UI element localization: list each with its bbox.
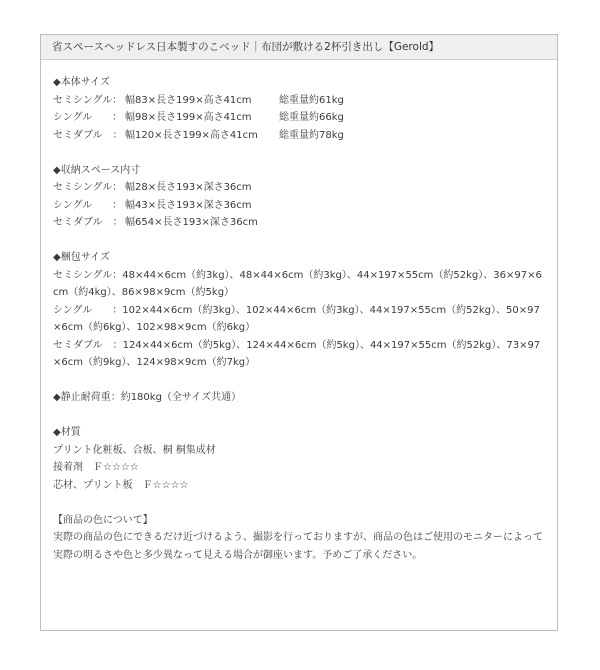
size-weight: 総重量約66kg <box>279 112 344 123</box>
size-label: シングル ： <box>53 199 123 211</box>
size-dims: 幅654×長さ193×深さ36cm <box>125 217 258 228</box>
material-line: 芯材、プリント板 Ｆ☆☆☆☆ <box>53 479 189 491</box>
body-size-title: ◆本体サイズ <box>53 77 110 88</box>
body-size-row <box>53 109 545 127</box>
size-dims: 幅83×長さ199×高さ41cm <box>125 94 252 106</box>
spec-content <box>41 60 557 564</box>
package-size-item: シングル ：102×44×6cm（約3kg）、102×44×6cm（約3kg）、44×197×55cm（約52kg）、50×97×6cm（約6kg）、102×98×9cm（約6kg） <box>53 304 540 333</box>
size-weight: 総重量約78kg <box>279 129 344 141</box>
material-line: プリント化粧板、合板、桐 桐集成材 <box>53 444 216 456</box>
storage-size-title: ◆収納スペース内寸 <box>53 164 141 176</box>
load-capacity: ◆静止耐荷重：約180kg（全サイズ共通） <box>53 392 242 403</box>
size-dims: 幅120×長さ199×高さ41cm <box>125 129 258 141</box>
size-label: シングル ： <box>53 112 123 123</box>
product-title: 省スペースヘッドレス日本製すのこベッド｜布団が敷ける2杯引き出し【Gerold】 <box>41 35 557 60</box>
package-size-item: セミダブル ：124×44×6cm（約5kg）、124×44×6cm（約5kg）、44×197×55cm（約52kg）、73×97×6cm（約9kg）、124×98×9cm（約7kg） <box>53 339 541 368</box>
size-label: セミシングル： <box>53 182 123 193</box>
body-size-row <box>53 92 545 110</box>
body-size-row <box>53 127 545 145</box>
material-title: ◆材質 <box>53 427 81 438</box>
package-size-item: セミシングル：48×44×6cm（約3kg）、48×44×6cm（約3kg）、44×197×55cm（約52kg）、36×97×6cm（約4kg）、86×98×9cm（約5kg） <box>53 269 542 298</box>
size-dims: 幅98×長さ199×高さ41cm <box>125 112 252 123</box>
spacer <box>53 232 545 250</box>
spacer <box>53 372 545 390</box>
color-notice-text: 実際の商品の色にできるだけ近づけるよう、撮影を行っておりますが、商品の色はご使用のモニターによって実際の明るさや色と多少異なって見える場合が御座います。予めご了承ください。 <box>53 532 543 561</box>
spec-panel <box>40 34 558 631</box>
color-notice-title: 【商品の色について】 <box>53 514 153 526</box>
spacer <box>53 494 545 512</box>
spacer <box>53 407 545 425</box>
size-dims: 幅28×長さ193×深さ36cm <box>125 182 252 193</box>
size-label: セミダブル ： <box>53 129 123 141</box>
size-label: セミダブル ： <box>53 217 123 228</box>
storage-size-row <box>53 179 545 197</box>
material-line: 接着剤 Ｆ☆☆☆☆ <box>53 462 139 473</box>
package-size-title: ◆梱包サイズ <box>53 252 110 263</box>
spacer <box>53 144 545 162</box>
size-dims: 幅43×長さ193×深さ36cm <box>125 199 252 211</box>
storage-size-row <box>53 214 545 232</box>
size-weight: 総重量約61kg <box>279 94 344 106</box>
size-label: セミシングル： <box>53 94 123 106</box>
storage-size-row <box>53 197 545 215</box>
